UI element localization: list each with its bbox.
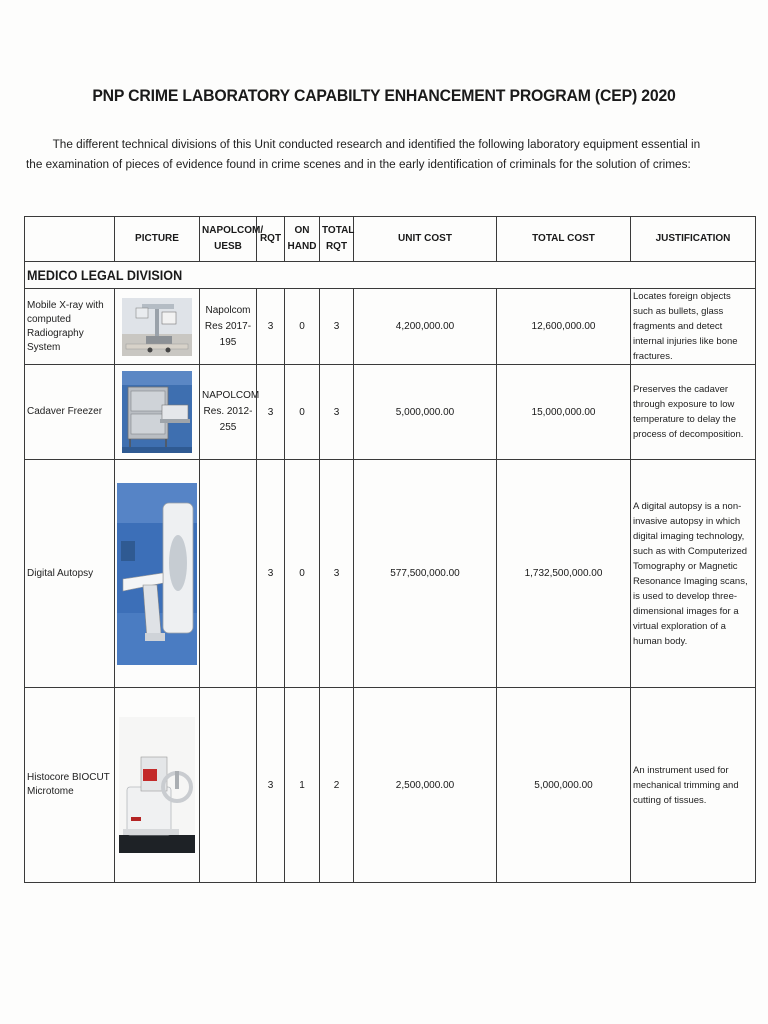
rqt-value: 3 bbox=[257, 365, 285, 460]
division-row bbox=[25, 262, 756, 289]
total-cost-value: 12,600,000.00 bbox=[497, 289, 631, 365]
rqt-value: 3 bbox=[257, 460, 285, 688]
header-rqt: RQT bbox=[257, 217, 285, 262]
equipment-table bbox=[24, 216, 756, 883]
header-picture: PICTURE bbox=[115, 217, 200, 262]
mobile-xray-photo bbox=[122, 298, 192, 356]
table-header-row bbox=[25, 217, 756, 262]
intro-paragraph: The different technical divisions of this Unit conducted research and identified the following laboratory equipment essential in the examination of pieces of evidence found in crime scenes and in the early identification of criminals for the solution of crimes: bbox=[26, 137, 701, 171]
table-row bbox=[25, 688, 756, 883]
header-napolcom-line2: UESB bbox=[214, 241, 242, 252]
header-napolcom bbox=[200, 217, 264, 262]
header-total-line1: TOTAL bbox=[322, 225, 355, 236]
item-picture bbox=[115, 460, 200, 688]
justification-text: An instrument used for mechanical trimming and cutting of tissues. bbox=[631, 688, 756, 883]
on-hand-value: 0 bbox=[285, 289, 320, 365]
rqt-value: 3 bbox=[257, 688, 285, 883]
header-on-hand-line1: ON bbox=[294, 225, 310, 236]
item-name: Histocore BIOCUT Microtome bbox=[25, 688, 115, 883]
rqt-value: 3 bbox=[257, 289, 285, 365]
division-label: MEDICO LEGAL DIVISION bbox=[27, 267, 183, 283]
header-total-line2: RQT bbox=[325, 241, 348, 252]
item-name: Digital Autopsy bbox=[25, 460, 115, 688]
header-justification: JUSTIFICATION bbox=[631, 217, 756, 262]
napolcom-ref: Napolcom Res 2017-195 bbox=[200, 289, 257, 365]
unit-cost-value: 2,500,000.00 bbox=[354, 688, 497, 883]
total-rqt-value: 3 bbox=[320, 289, 354, 365]
total-rqt-value: 3 bbox=[320, 365, 354, 460]
item-picture bbox=[115, 688, 200, 883]
header-unit-cost: UNIT COST bbox=[354, 217, 497, 262]
napolcom-ref: NAPOLCOM Res. 2012-255 bbox=[200, 365, 257, 460]
on-hand-value: 0 bbox=[285, 365, 320, 460]
ct-scanner-photo bbox=[117, 483, 197, 665]
item-name: Mobile X-ray with computed Radiography System bbox=[25, 289, 115, 365]
on-hand-value: 0 bbox=[285, 460, 320, 688]
table-row bbox=[25, 289, 756, 365]
header-on-hand-line2: HAND bbox=[287, 241, 317, 252]
total-cost-value: 1,732,500,000.00 bbox=[497, 460, 631, 688]
justification-text: A digital autopsy is a non-invasive autopsy in which digital imaging technology, such as with Computerized Tomography or Magnetic Resonance Imaging scans, is used to develop three-dimensional images for a virtual exploration of a human body. bbox=[631, 460, 756, 688]
justification-text: Preserves the cadaver through exposure to low temperature to delay the process of decomposition. bbox=[631, 365, 756, 460]
table-row bbox=[25, 460, 756, 688]
on-hand-value: 1 bbox=[285, 688, 320, 883]
page-title: PNP CRIME LABORATORY CAPABILTY ENHANCEMENT PROGRAM (CEP) 2020 bbox=[92, 86, 676, 105]
table-row bbox=[25, 365, 756, 460]
unit-cost-value: 5,000,000.00 bbox=[354, 365, 497, 460]
napolcom-ref bbox=[200, 688, 257, 883]
item-picture bbox=[115, 365, 200, 460]
cadaver-freezer-photo bbox=[122, 371, 192, 453]
microtome-photo bbox=[119, 717, 195, 853]
unit-cost-value: 4,200,000.00 bbox=[354, 289, 497, 365]
item-name: Cadaver Freezer bbox=[25, 365, 115, 460]
header-on-hand bbox=[285, 217, 320, 262]
header-item bbox=[25, 217, 115, 262]
header-total-rqt bbox=[320, 217, 354, 262]
justification-text: Locates foreign objects such as bullets, glass fragments and detect internal injuries like bone fractures. bbox=[631, 289, 756, 365]
unit-cost-value: 577,500,000.00 bbox=[354, 460, 497, 688]
napolcom-ref bbox=[200, 460, 257, 688]
item-picture bbox=[115, 289, 200, 365]
total-rqt-value: 2 bbox=[320, 688, 354, 883]
header-total-cost: TOTAL COST bbox=[497, 217, 631, 262]
header-napolcom-line1: NAPOLCOM/ bbox=[202, 225, 264, 236]
total-cost-value: 5,000,000.00 bbox=[497, 688, 631, 883]
total-rqt-value: 3 bbox=[320, 460, 354, 688]
total-cost-value: 15,000,000.00 bbox=[497, 365, 631, 460]
